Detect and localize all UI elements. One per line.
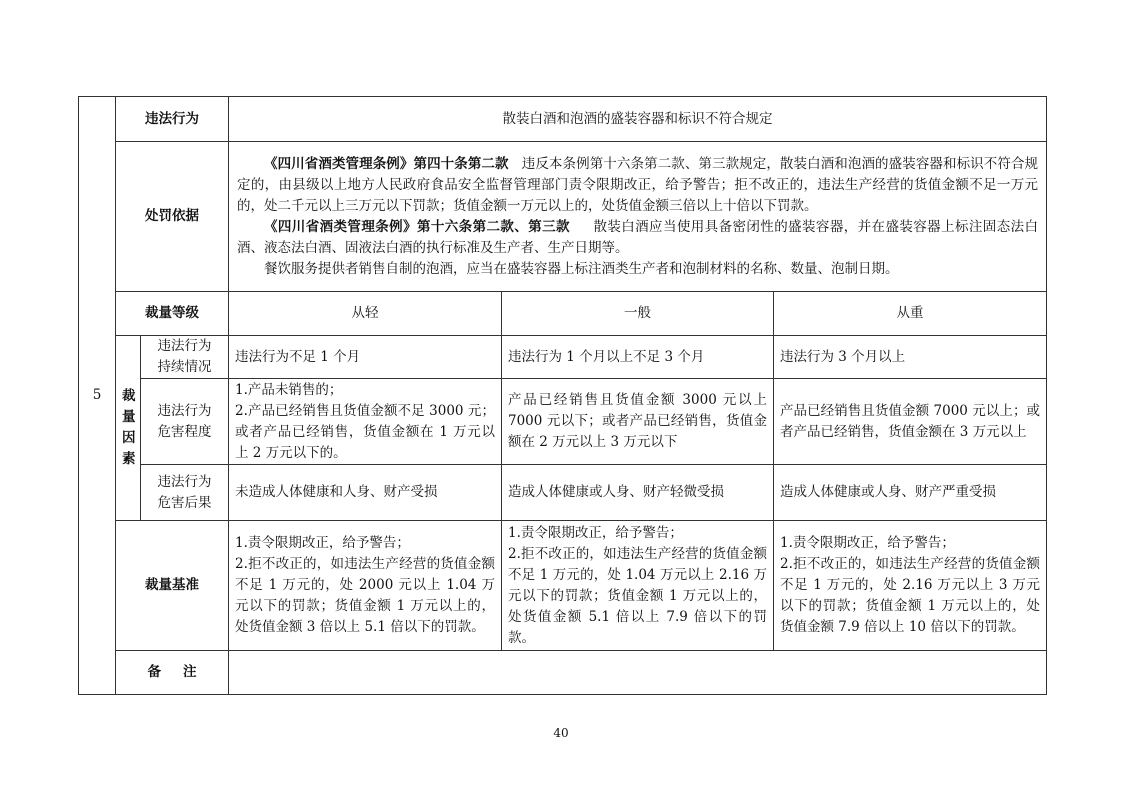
levels-label: 裁量等级 [116,292,229,336]
law2-text: 散装白酒应当使用具备密闭性的盛装容器，并在盛装容器上标注固态法白酒、液态法白酒、固液法白酒的执行标准及生产者、生产日期等。 [237,218,1039,256]
remarks-row [79,651,1047,695]
levels-row [79,292,1047,336]
harm-result-label-line: 违法行为 [157,473,212,490]
page-number: 40 [553,726,569,740]
standard-normal-line: 2.拒不改正的，如违法生产经营的货值金额不足 1 万元的，处 1.04 万元以上 2.16 万元以下的罚款；货值金额 1 万元以上的，处货值金额 5.1 倍以上 7.9 倍以下的罚款。 [508,545,767,646]
factors-char: 素 [122,451,136,467]
remarks-label-char: 备 [147,664,161,680]
harm-result-row [79,465,1047,521]
standard-heavy-line: 1.责令限期改正，给予警告； [780,535,955,551]
harm-result-heavy: 造成人体健康或人身、财产严重受损 [774,465,1047,521]
factors-char: 裁 [122,388,136,404]
standard-normal-line: 1.责令限期改正，给予警告； [508,524,683,541]
violation-label: 违法行为 [116,97,229,142]
standard-heavy-line: 2.拒不改正的，如违法生产经营的货值金额不足 1 万元的，处 2.16 万元以上 3 万元以下的罚款；货值金额 1 万元以上的，处货值金额 7.9 倍以上 10 倍以下的罚款。 [780,556,1041,635]
remarks-value [229,651,1047,695]
law2-title: 《四川省酒类管理条例》第十六条第二款、第三款 [264,218,570,235]
standard-normal [502,521,774,651]
harm-result-normal: 造成人体健康或人身、财产轻微受损 [502,465,774,521]
harm-degree-label-line: 违法行为 [157,402,212,419]
basis-label: 处罚依据 [116,142,229,292]
standard-light-line: 2.拒不改正的，如违法生产经营的货值金额不足 1 万元的，处 2000 元以上 1.04 万元以下的罚款；货值金额 1 万元以上的，处货值金额 3 倍以上 5.1 倍以下的罚款。 [235,556,495,635]
harm-degree-heavy-line: 产品已经销售且货值金额 7000 元以上；或者产品已经销售，货值金额在 3 万元以上 [780,402,1041,440]
level-light: 从轻 [229,292,502,336]
standard-label: 裁量基准 [116,521,229,651]
harm-result-light: 未造成人体健康和人身、财产受损 [229,465,502,521]
row-number: 5 [79,97,116,695]
violation-value: 散装白酒和泡酒的盛装容器和标识不符合规定 [229,97,1047,142]
law1-text: 违反本条例第十六条第二款、第三款规定，散装白酒和泡酒的盛装容器和标识不符合规定的，由县级以上地方人民政府食品安全监督管理部门责令限期改正，给予警告；拒不改正的，违法生产经营的货值金额不足一万元的，处二千元以上三万元以下罚款；货值金额一万元以上的，处货值金额三倍以上十倍以下罚款。 [237,155,1039,214]
duration-label [141,336,229,379]
remarks-label-char: 注 [183,664,197,680]
harm-degree-normal [502,379,774,465]
basis-row [79,142,1047,292]
harm-degree-label-line: 危害程度 [157,423,212,440]
standard-light-line: 1.责令限期改正，给予警告； [235,535,410,551]
duration-label-line: 持续情况 [157,359,212,375]
duration-heavy: 违法行为 3 个月以上 [774,336,1047,379]
remarks-label [116,651,229,695]
duration-normal: 违法行为 1 个月以上不足 3 个月 [502,336,774,379]
law2-text2: 餐饮服务提供者销售自制的泡酒，应当在盛装容器上标注酒类生产者和泡制材料的名称、数量、泡制日期。 [264,260,899,277]
factors-char: 因 [122,430,136,446]
harm-result-label-line: 危害后果 [157,494,212,511]
standard-row [79,521,1047,651]
penalty-discretion-table [78,96,1047,695]
basis-text [229,142,1047,292]
harm-degree-light-line: 1.产品未销售的； [235,381,343,398]
law1-title: 《四川省酒类管理条例》第四十条第二款 [264,155,509,172]
harm-result-label [141,465,229,521]
factors-group-label [116,336,141,521]
level-heavy: 从重 [774,292,1047,336]
harm-degree-heavy [774,379,1047,465]
harm-degree-label [141,379,229,465]
harm-degree-light [229,379,502,465]
harm-degree-row [79,379,1047,465]
level-normal: 一般 [502,292,774,336]
harm-degree-normal-line: 产品已经销售且货值金额 3000 元以上 7000 元以下；或者产品已经销售，货值金额在 2 万元以上 3 万元以下 [508,392,767,450]
factors-char: 量 [122,409,136,425]
violation-row [79,97,1047,142]
duration-light: 违法行为不足 1 个月 [229,336,502,379]
duration-row [79,336,1047,379]
harm-degree-light-line: 2.产品已经销售且货值金额不足 3000 元；或者产品已经销售，货值金额在 1 万元以上 2 万元以下的。 [235,402,495,461]
standard-light [229,521,502,651]
duration-label-line: 违法行为 [157,338,212,354]
standard-heavy [774,521,1047,651]
